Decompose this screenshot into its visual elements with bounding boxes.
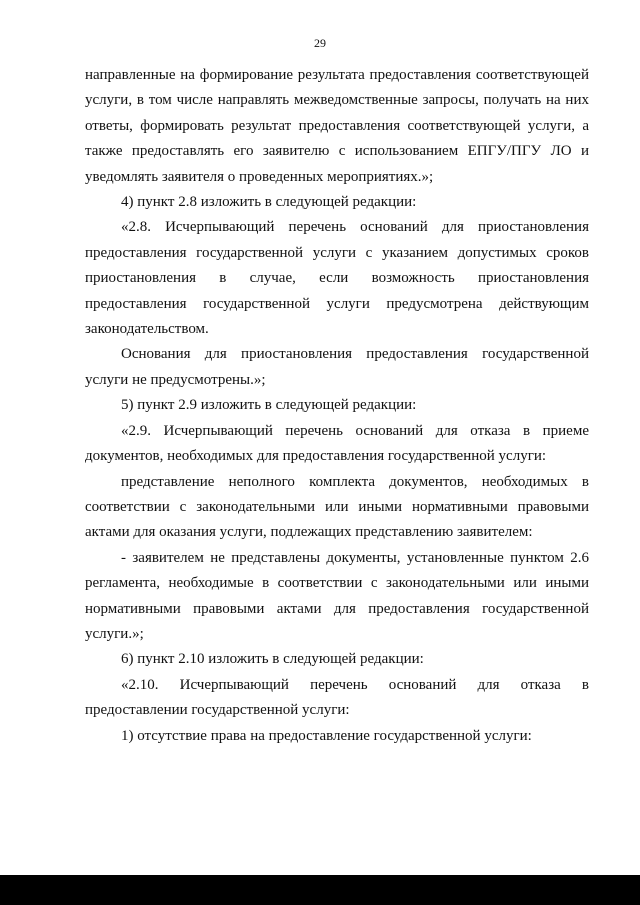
paragraph-clause-2-8: «2.8. Исчерпывающий перечень оснований для приостановления предоставления государственной услуги с указанием допустимых сроков приостановления в случае, если возможность приостановления предоставления государственной услуги предусмотрена действующим законодательством. xyxy=(85,219,589,338)
paragraph-suspension-grounds: Основания для приостановления предоставления государственной услуги не предусмотрены.»; xyxy=(85,346,589,388)
paragraph-clause-2-10: «2.10. Исчерпывающий перечень оснований для отказа в предоставлении государственной услуги: xyxy=(85,676,589,719)
paragraph-clause-2-9: «2.9. Исчерпывающий перечень оснований для отказа в приеме документов, необходимых для предоставления государственной услуги: xyxy=(85,422,589,465)
paragraph-item-5: 5) пункт 2.9 изложить в следующей редакции: xyxy=(121,397,417,414)
paragraph-item-4: 4) пункт 2.8 изложить в следующей редакции: xyxy=(121,194,417,211)
paragraph-refusal-reason-1: 1) отсутствие права на предоставление государственной услуги: xyxy=(121,727,532,744)
paragraph-incomplete-docs: представление неполного комплекта документов, необходимых в соответствии с законодательными или иными нормативными правовыми актами для оказания услуги, подлежащих представлению заявителем: xyxy=(85,473,589,541)
paragraph-continuation: направленные на формирование результата предоставления соответствующей услуги, в том числе направлять межведомственные запросы, получать на них ответы, формировать результат предоставления соответствующей услуги, а также предоставлять его заявителю с использованием ЕПГУ/ПГУ ЛО и уведомлять заявителя о проведенных мероприятиях.»; xyxy=(85,67,589,185)
paragraph-item-6: 6) пункт 2.10 изложить в следующей редакции: xyxy=(121,651,424,668)
scan-bottom-bar xyxy=(0,875,640,905)
page-number: 29 xyxy=(314,36,326,50)
paragraph-docs-not-provided: - заявителем не представлены документы, установленные пунктом 2.6 регламента, необходимые в соответствии с законодательными или иными нормативными правовыми актами для предоставления государственной услуги.»; xyxy=(85,549,589,642)
document-body xyxy=(85,63,589,749)
